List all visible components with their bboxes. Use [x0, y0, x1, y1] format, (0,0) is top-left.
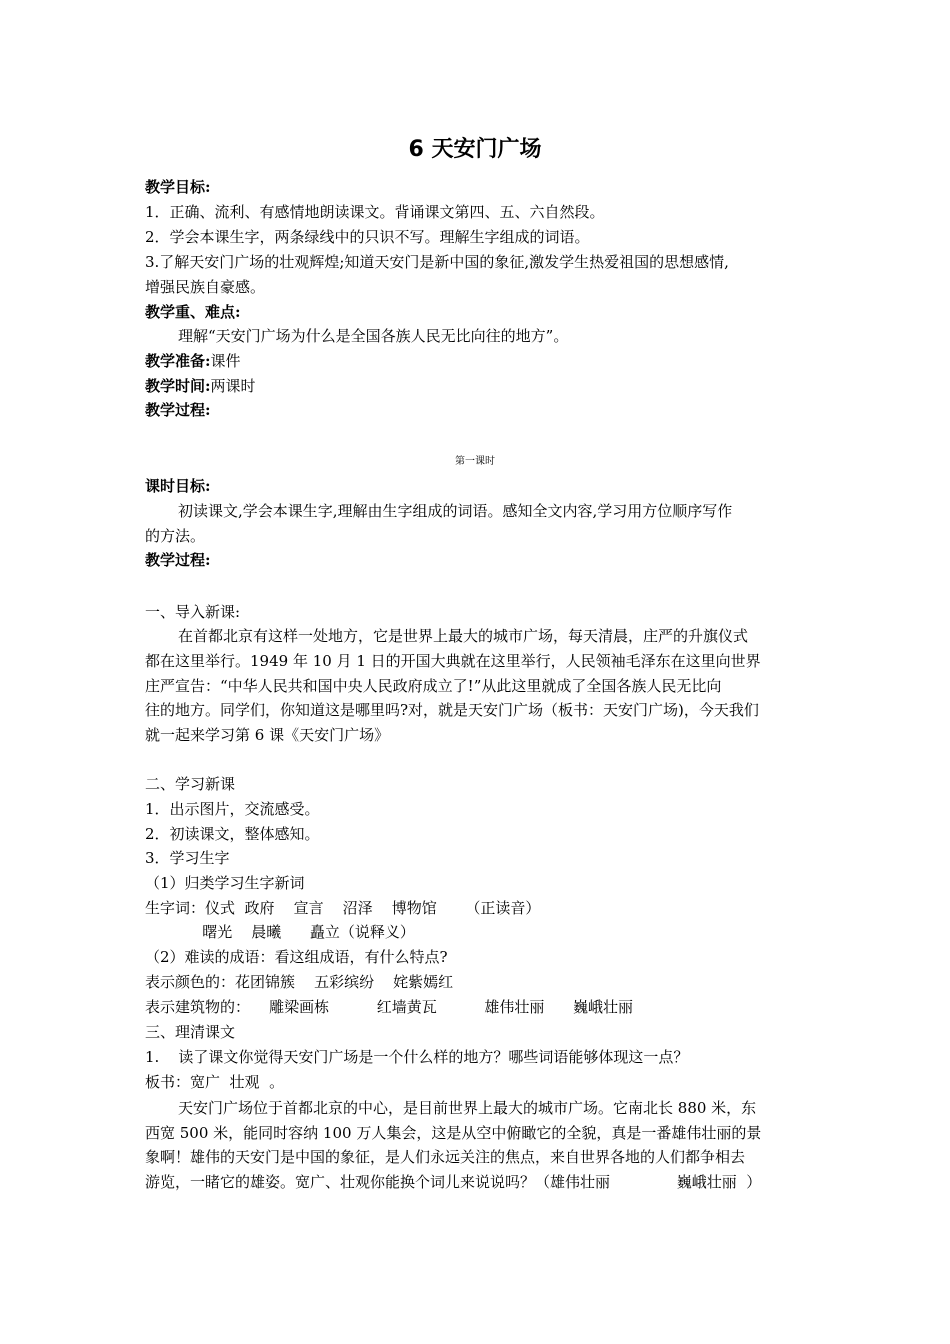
preparation-row	[145, 349, 241, 373]
section1-line: 在首都北京有这样一处地方，它是世界上最大的城市广场，每天清晨，庄严的升旗仪式	[178, 627, 749, 645]
time-value: 两课时	[210, 377, 256, 395]
section2-line: 3．学习生字	[145, 849, 230, 867]
time-row	[145, 374, 256, 398]
key-points-heading: 教学重、难点:	[145, 303, 241, 321]
preparation-value: 课件	[210, 352, 241, 370]
key-points-text: 理解“天安门广场为什么是全国各族人民无比向往的地方”。	[178, 327, 569, 345]
objective-item: 3.了解天安门广场的壮观辉煌;知道天安门是新中国的象征,激发学生热爱祖国的思想感情,	[145, 253, 729, 271]
lesson1-goal-line: 初读课文,学会本课生字,理解由生字组成的词语。感知全文内容,学习用方位顺序写作	[178, 502, 733, 520]
lesson1-process-heading: 教学过程:	[145, 551, 211, 569]
objectives-heading: 教学目标:	[145, 178, 211, 196]
section3-line: 天安门广场位于首都北京的中心，是目前世界上最大的城市广场。它南北长 880 米，东	[178, 1099, 757, 1117]
section3-heading: 三、理清课文	[145, 1023, 236, 1041]
section3-line: 1. 读了课文你觉得天安门广场是一个什么样的地方？哪些词语能够体现这一点？	[145, 1048, 689, 1066]
vocab-line: 曙光 晨曦 矗立（说释义）	[145, 923, 415, 941]
objective-item: 2．学会本课生字，两条绿线中的只识不写。理解生字组成的词语。	[145, 228, 590, 246]
section1-line: 庄严宣告：“中华人民共和国中央人民政府成立了!”从此这里就成了全国各族人民无比向	[145, 677, 722, 695]
section2-line: 2．初读课文，整体感知。	[145, 825, 320, 843]
section1-line: 就一起来学习第 6 课《天安门广场》	[145, 726, 390, 744]
section1-line: 往的地方。同学们，你知道这是哪里吗?对，就是天安门广场（板书：天安门广场)，今天我们	[145, 701, 759, 719]
section2-line: 1．出示图片，交流感受。	[145, 800, 320, 818]
blackboard-line: 板书：宽广 壮观 。	[145, 1073, 285, 1091]
section2-line: （2）难读的成语：看这组成语，有什么特点?	[145, 948, 448, 966]
section3-line: 游览，一睹它的雄姿。宽广、壮观你能换个词儿来说说吗？（雄伟壮丽 巍峨壮丽 ）	[145, 1173, 762, 1191]
objective-item: 增强民族自豪感。	[145, 278, 266, 296]
section3-line: 西宽 500 米，能同时容纳 100 万人集会，这是从空中俯瞰它的全貌，真是一番雄伟壮丽的景	[145, 1124, 762, 1142]
section2-heading: 二、学习新课	[145, 775, 236, 793]
section1-heading: 一、导入新课:	[145, 603, 241, 621]
idioms-building-line: 表示建筑物的： 雕梁画栋 红墙黄瓦 雄伟壮丽 巍峨壮丽	[145, 998, 634, 1016]
lesson1-goal-line: 的方法。	[145, 527, 206, 545]
preparation-label: 教学准备:	[145, 352, 211, 370]
lesson1-goal-heading: 课时目标:	[145, 477, 211, 495]
time-label: 教学时间:	[145, 377, 211, 395]
process-heading: 教学过程:	[145, 401, 211, 419]
lesson-title: 6 天安门广场	[408, 137, 542, 162]
section3-line: 象啊！雄伟的天安门是中国的象征，是人们永远关注的焦点，来自世界各地的人们都争相去	[145, 1148, 746, 1166]
idioms-color-line: 表示颜色的：花团锦簇 五彩缤纷 姹紫嫣红	[145, 973, 454, 991]
lesson1-title: 第一课时	[455, 456, 495, 467]
objective-item: 1．正确、流利、有感情地朗读课文。背诵课文第四、五、六自然段。	[145, 203, 605, 221]
section2-line: （1）归类学习生字新词	[145, 874, 305, 892]
vocab-line: 生字词：仪式 政府 宣言 沼泽 博物馆 （正读音）	[145, 899, 541, 917]
section1-line: 都在这里举行。1949 年 10 月 1 日的开国大典就在这里举行，人民领袖毛泽东在这里向世界	[145, 652, 761, 670]
